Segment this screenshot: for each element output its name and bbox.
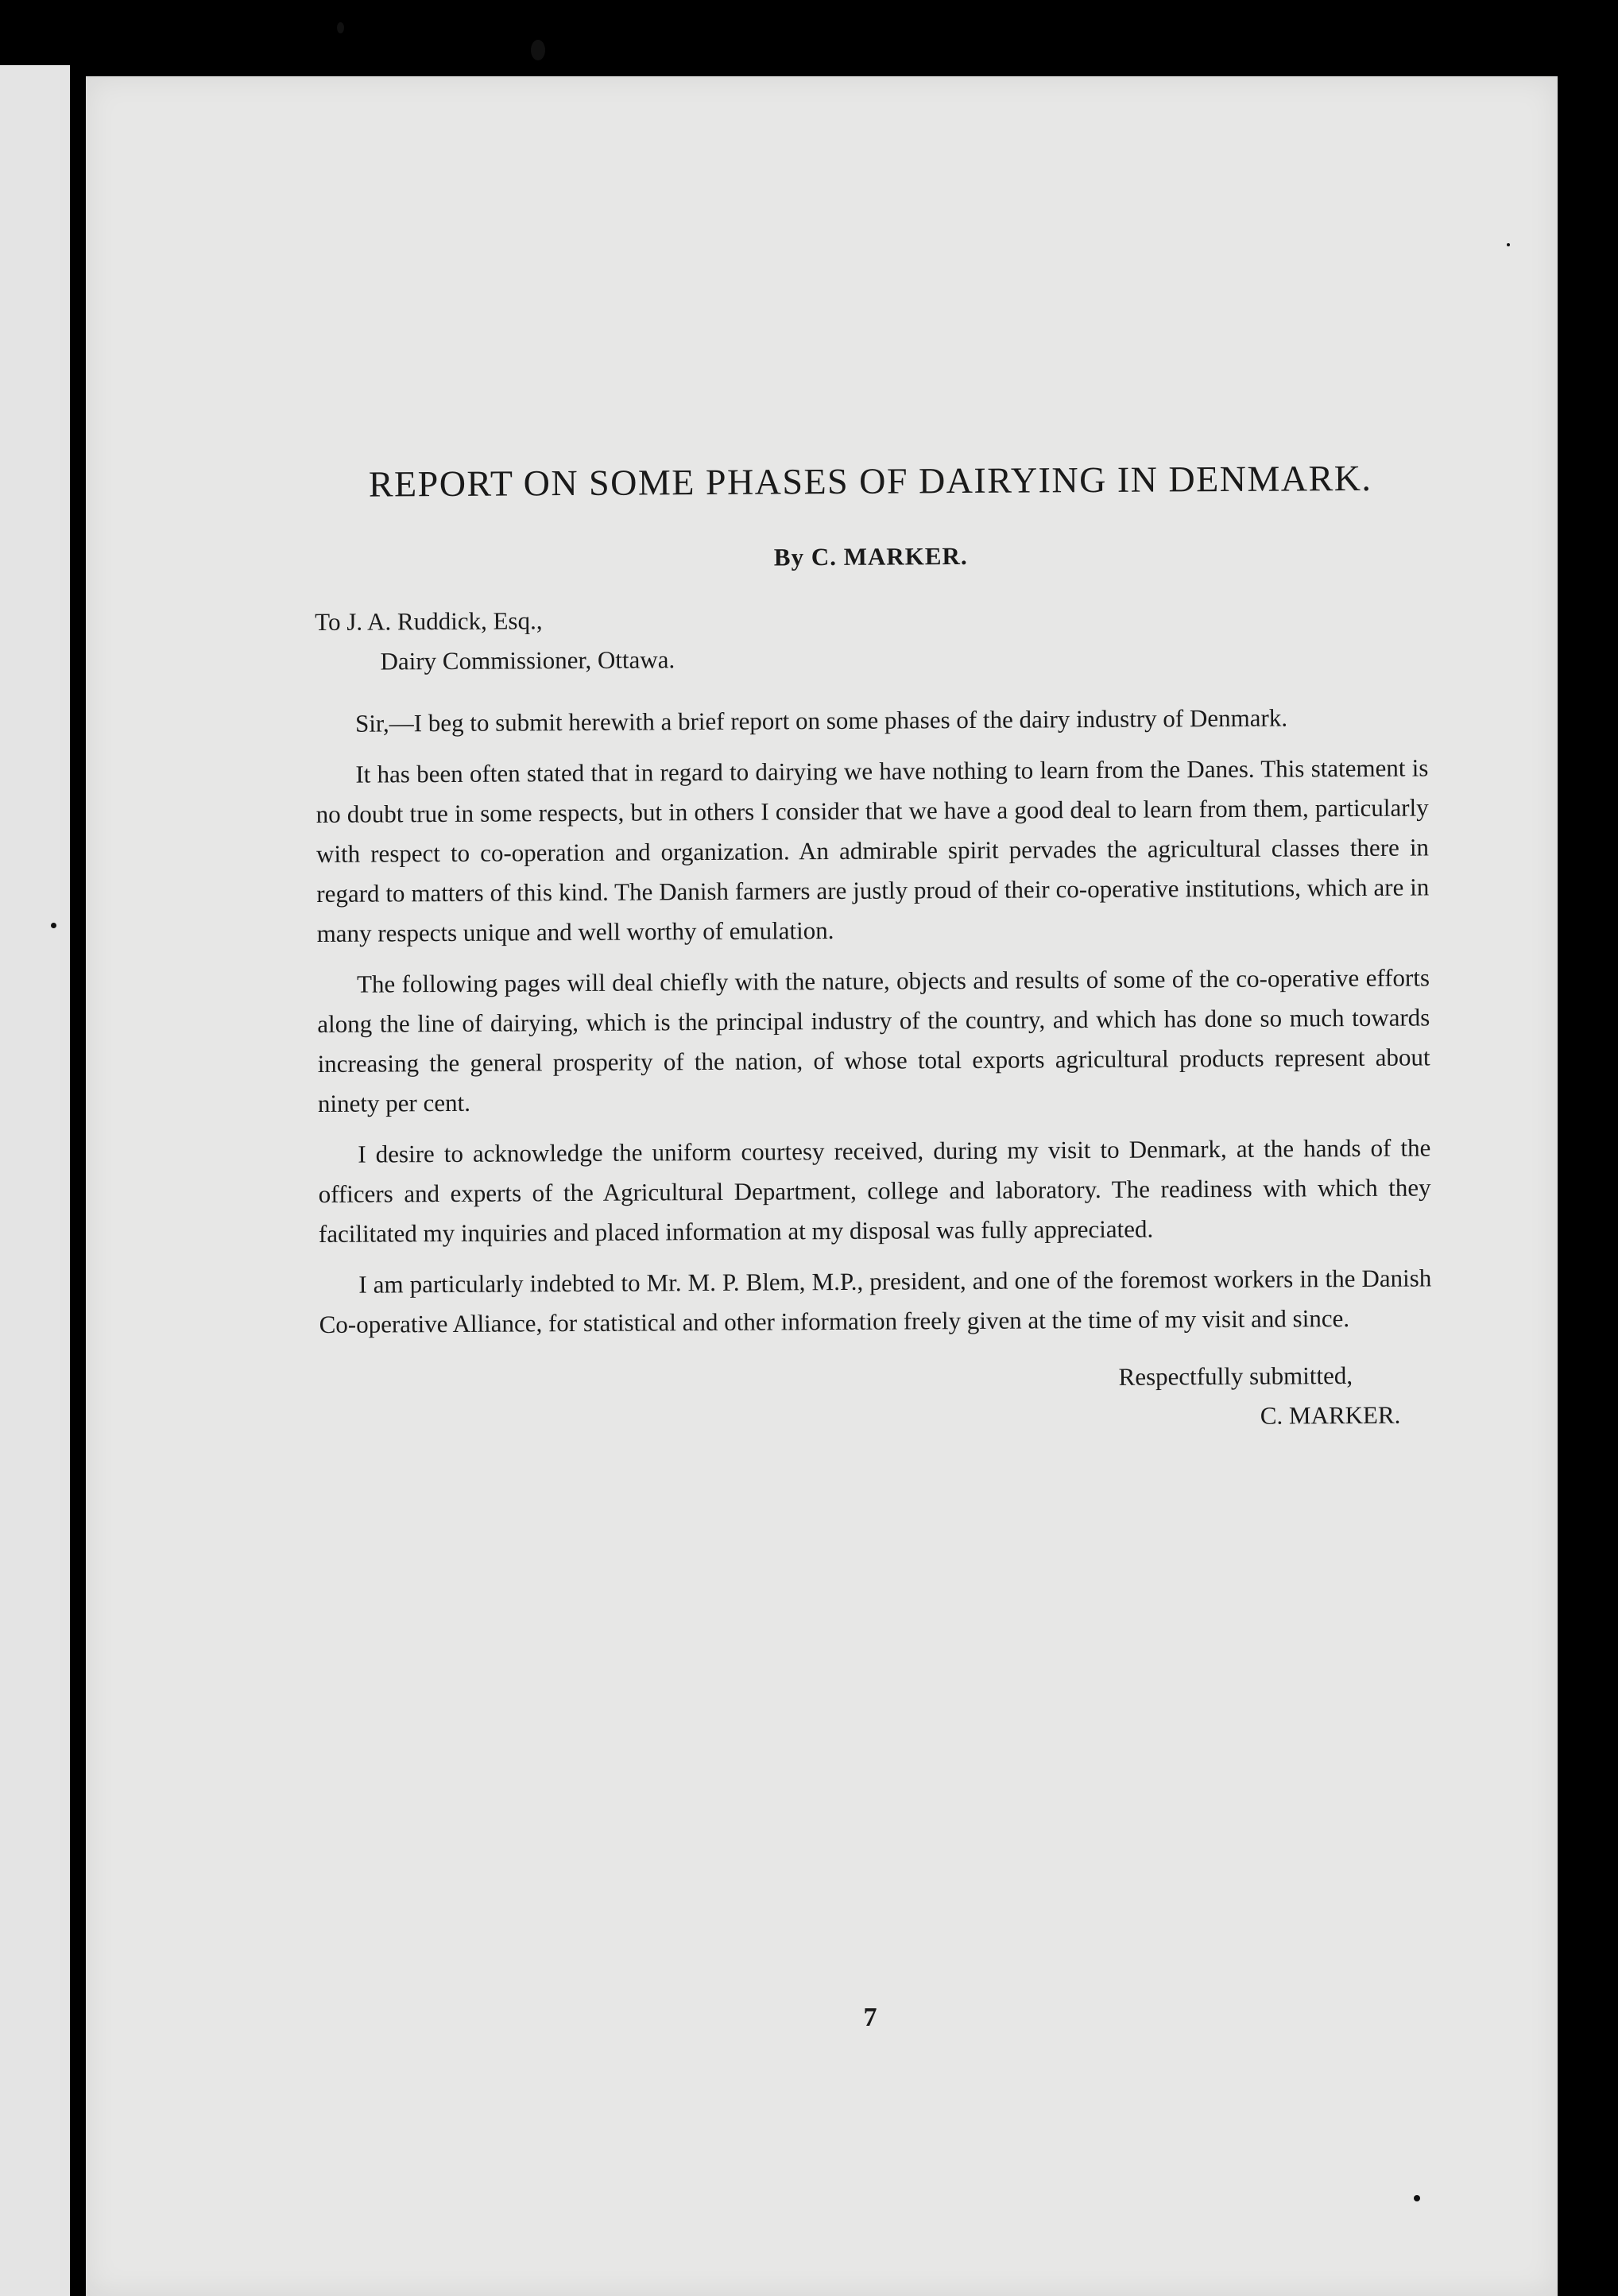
- document-body: [314, 454, 1433, 1442]
- paragraph-danes: It has been often stated that in regard to dairying we have nothing to learn from the Danes. This statement is no doubt true in some respects, but in others I consider that we have a good deal to learn from them, particularly with respect to co-operation and organization. An admirable spirit pervades the agricultural classes there in regard to matters of this kind. The Danish farmers are justly proud of their co-operative institutions, which are in many respects unique and well worthy of emulation.: [315, 753, 1430, 947]
- paragraph-indebted: I am particularly indebted to Mr. M. P. Blem, M.P., president, and one of the foremost workers in the Danish Co-operative Alliance, for statistical and other information freely given at the time of my visit and since.: [319, 1264, 1432, 1338]
- scan-speck: [531, 40, 545, 60]
- address-block: [315, 595, 1428, 682]
- previous-page-edge: [0, 65, 70, 2296]
- closing-block: [319, 1355, 1433, 1442]
- scan-speck: [337, 22, 344, 33]
- paragraph-following-pages: The following pages will deal chiefly with the nature, objects and results of some of the co-operative efforts along the line of dairying, which is the principal industry of the country, and which has done so much towards increasing the general prosperity of the nation, of whose total exports agricultural products represent about ninety per cent.: [317, 963, 1430, 1117]
- author-byline: By C. MARKER.: [773, 541, 968, 571]
- scan-speck: [51, 923, 56, 928]
- closing-phrase: Respectfully submitted,: [1118, 1361, 1353, 1391]
- scan-speck: [1507, 243, 1510, 246]
- document-title: REPORT ON SOME PHASES OF DAIRYING IN DENMARK.: [368, 457, 1372, 505]
- signature-name: C. MARKER.: [1260, 1400, 1401, 1430]
- recipient-title-line: Dairy Commissioner, Ottawa.: [380, 645, 675, 676]
- page-number: 7: [863, 2003, 877, 2032]
- recipient-line: To J. A. Ruddick, Esq.,: [315, 606, 543, 636]
- scan-speck: [1414, 2195, 1420, 2201]
- paragraph-acknowledgement: I desire to acknowledge the uniform courtesy received, during my visit to Denmark, at the hands of the officers and experts of the Agricultural Department, college and laboratory. The readiness with which they facilitated my inquiries and placed information at my disposal was fully appreciated.: [318, 1133, 1431, 1248]
- paragraph-introduction: Sir,—I beg to submit herewith a brief report on some phases of the dairy industry of Denmark.: [354, 703, 1288, 738]
